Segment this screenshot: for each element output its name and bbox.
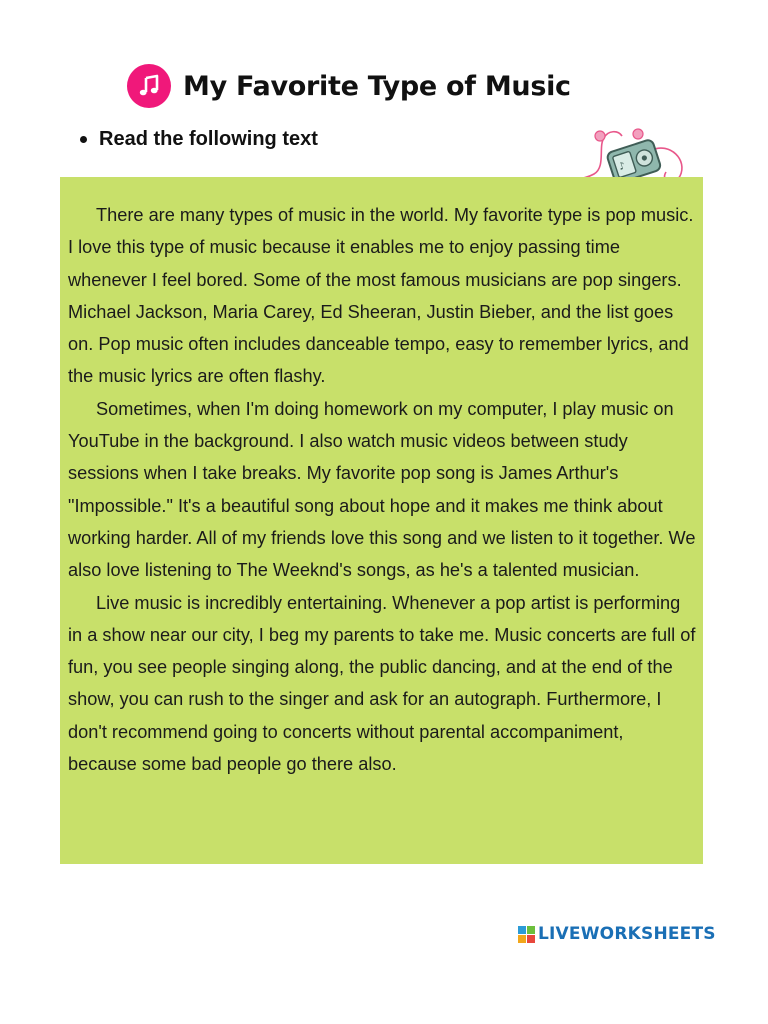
paragraph: Sometimes, when I'm doing homework on my computer, I play music on YouTube in the background. I also watch music videos between study sessions when I take breaks. My favorite pop song is James Arthur's "Impossible." It's a beautiful song about hope and it makes me think about working harder. All of my friends love this song and we listen to it together. We also love listening to The Weeknd's songs, as he's a talented musician. bbox=[68, 398, 696, 581]
reading-text-panel bbox=[60, 177, 703, 864]
liveworksheets-brand bbox=[518, 924, 716, 944]
svg-text:♪: ♪ bbox=[617, 160, 627, 173]
instruction-text: Read the following text bbox=[99, 128, 318, 150]
liveworksheets-logo-icon bbox=[518, 926, 535, 943]
instruction-item bbox=[80, 128, 318, 151]
music-note-icon bbox=[127, 64, 171, 108]
page-title: My Favorite Type of Music bbox=[183, 70, 571, 102]
reading-text bbox=[68, 199, 696, 780]
paragraph: Live music is incredibly entertaining. Whenever a pop artist is performing in a show near our city, I beg my parents to take me. Music concerts are full of fun, you see people singing along, the public dancing, and at the end of the show, you can rush to the singer and ask for an autograph. Furthermore, I don't recommend going to concerts without parental accompaniment, because some bad people go there also. bbox=[68, 592, 696, 775]
paragraph: There are many types of music in the world. My favorite type is pop music. I love this type of music because it enables me to enjoy passing time whenever I feel bored. Some of the most famous musicians are pop singers. Michael Jackson, Maria Carey, Ed Sheeran, Justin Bieber, and the list goes on. Pop music often includes danceable tempo, easy to remember lyrics, and the music lyrics are often flashy. bbox=[68, 205, 694, 387]
brand-name: LIVEWORKSHEETS bbox=[538, 924, 716, 944]
bullet-icon bbox=[80, 136, 87, 143]
page-header bbox=[127, 64, 571, 108]
